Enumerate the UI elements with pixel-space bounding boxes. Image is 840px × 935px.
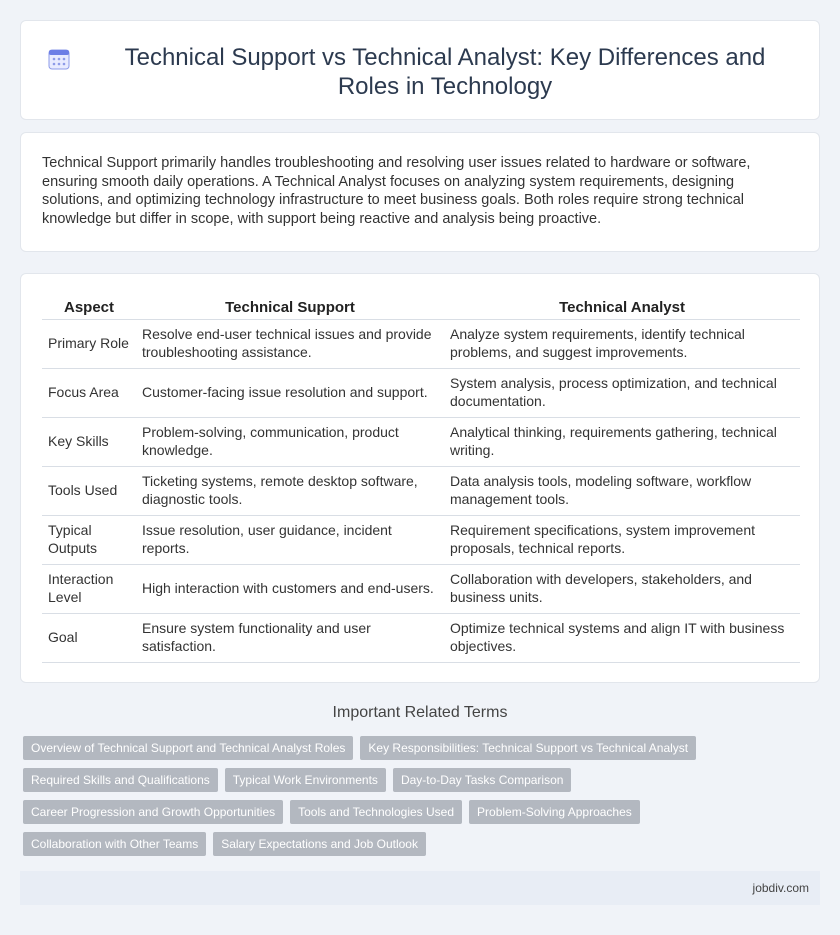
table-row xyxy=(42,369,800,418)
cell-aspect: Key Skills xyxy=(42,418,136,467)
related-term-tag[interactable]: Salary Expectations and Job Outlook xyxy=(213,832,426,856)
tag-row xyxy=(23,832,723,856)
table-row xyxy=(42,516,800,565)
cell-analyst: Requirement specifications, system improvement proposals, technical reports. xyxy=(444,516,800,565)
comparison-card xyxy=(20,273,820,683)
header-technical-analyst: Technical Analyst xyxy=(444,296,800,320)
cell-support: Customer-facing issue resolution and support. xyxy=(136,369,444,418)
cell-aspect: Goal xyxy=(42,614,136,663)
tag-row xyxy=(23,768,723,792)
cell-support: Ticketing systems, remote desktop software, diagnostic tools. xyxy=(136,467,444,516)
comparison-table xyxy=(42,296,800,663)
related-term-tag[interactable]: Typical Work Environments xyxy=(225,768,386,792)
cell-aspect: Tools Used xyxy=(42,467,136,516)
related-terms-list xyxy=(23,736,723,864)
cell-aspect: Focus Area xyxy=(42,369,136,418)
cell-analyst: Collaboration with developers, stakeholders, and business units. xyxy=(444,565,800,614)
cell-analyst: Analyze system requirements, identify technical problems, and suggest improvements. xyxy=(444,320,800,369)
cell-aspect: Primary Role xyxy=(42,320,136,369)
table-row xyxy=(42,565,800,614)
tag-row xyxy=(23,800,723,824)
table-row xyxy=(42,614,800,663)
cell-support: Resolve end-user technical issues and provide troubleshooting assistance. xyxy=(136,320,444,369)
table-row xyxy=(42,320,800,369)
footer xyxy=(20,871,820,905)
intro-paragraph: Technical Support primarily handles troubleshooting and resolving user issues related to hardware or software, ensuring smooth daily operations. A Technical Analyst focuses on analyzing system requirements, designing solutions, and optimizing technology infrastructure to meet business goals. Both roles require strong technical knowledge but differ in scope, with support being reactive and analysis being proactive. xyxy=(42,155,751,227)
cell-support: High interaction with customers and end-users. xyxy=(136,565,444,614)
tag-row xyxy=(23,736,723,760)
cell-support: Issue resolution, user guidance, incident reports. xyxy=(136,516,444,565)
cell-support: Problem-solving, communication, product knowledge. xyxy=(136,418,444,467)
cell-analyst: Data analysis tools, modeling software, workflow management tools. xyxy=(444,467,800,516)
related-term-tag[interactable]: Day-to-Day Tasks Comparison xyxy=(393,768,572,792)
related-term-tag[interactable]: Collaboration with Other Teams xyxy=(23,832,206,856)
cell-support: Ensure system functionality and user satisfaction. xyxy=(136,614,444,663)
related-term-tag[interactable]: Tools and Technologies Used xyxy=(290,800,462,824)
related-terms-title: Important Related Terms xyxy=(332,704,508,721)
intro-card xyxy=(20,132,820,252)
cell-analyst: Analytical thinking, requirements gathering, technical writing. xyxy=(444,418,800,467)
cell-analyst: System analysis, process optimization, and technical documentation. xyxy=(444,369,800,418)
related-term-tag[interactable]: Required Skills and Qualifications xyxy=(23,768,218,792)
table-header-row xyxy=(42,296,800,320)
title-card xyxy=(20,20,820,120)
table-row xyxy=(42,418,800,467)
related-term-tag[interactable]: Career Progression and Growth Opportunities xyxy=(23,800,283,824)
related-term-tag[interactable]: Overview of Technical Support and Technical Analyst Roles xyxy=(23,736,353,760)
page-title: Technical Support vs Technical Analyst: Key Differences and Roles in Technology xyxy=(124,44,766,100)
table-row xyxy=(42,467,800,516)
cell-analyst: Optimize technical systems and align IT with business objectives. xyxy=(444,614,800,663)
footer-site-link[interactable]: jobdiv.com xyxy=(752,881,809,895)
related-term-tag[interactable]: Key Responsibilities: Technical Support vs Technical Analyst xyxy=(360,736,696,760)
cell-aspect: Typical Outputs xyxy=(42,516,136,565)
related-term-tag[interactable]: Problem-Solving Approaches xyxy=(469,800,640,824)
cell-aspect: Interaction Level xyxy=(42,565,136,614)
header-technical-support: Technical Support xyxy=(136,296,444,320)
header-aspect: Aspect xyxy=(42,296,136,320)
